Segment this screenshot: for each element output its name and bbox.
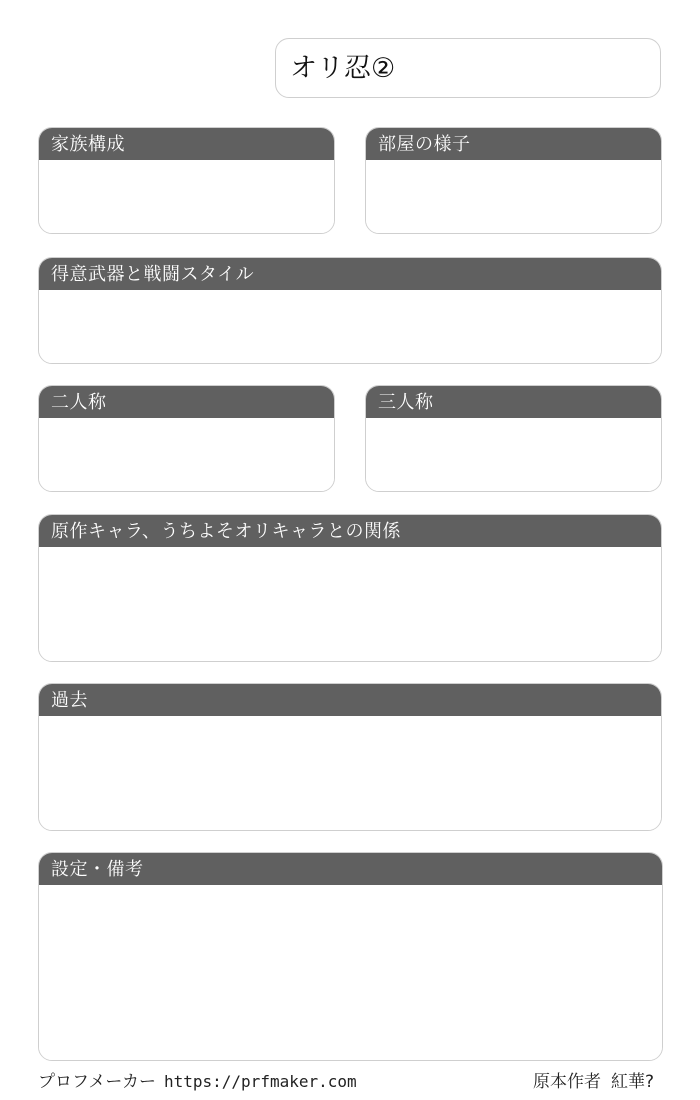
relationships-section-header bbox=[39, 515, 661, 547]
title-box[interactable] bbox=[275, 38, 661, 98]
second-person-section bbox=[38, 385, 335, 492]
notes-section-body[interactable] bbox=[39, 885, 662, 1060]
family-section-header bbox=[39, 128, 334, 160]
profile-title: オリ忍② bbox=[290, 53, 396, 84]
third-person-section bbox=[365, 385, 662, 492]
family-section-body[interactable] bbox=[39, 160, 334, 233]
weapon-style-section-label: 得意武器と戦闘スタイル bbox=[51, 264, 255, 285]
relationships-section bbox=[38, 514, 662, 662]
past-section-body[interactable] bbox=[39, 716, 661, 830]
second-person-section-label: 二人称 bbox=[51, 392, 107, 413]
second-person-section-body[interactable] bbox=[39, 418, 334, 491]
weapon-style-section-header bbox=[39, 258, 661, 290]
notes-section-header bbox=[39, 853, 662, 885]
footer-author bbox=[533, 1071, 654, 1093]
third-person-section-body[interactable] bbox=[366, 418, 661, 491]
third-person-section-header bbox=[366, 386, 661, 418]
room-section-header bbox=[366, 128, 661, 160]
footer-url-link[interactable]: https://prfmaker.com bbox=[163, 1072, 357, 1091]
family-section bbox=[38, 127, 335, 234]
past-section-header bbox=[39, 684, 661, 716]
past-section-label: 過去 bbox=[51, 690, 88, 711]
weapon-style-section bbox=[38, 257, 662, 364]
footer-author-label: 原本作者 bbox=[532, 1072, 601, 1092]
footer-brand: プロフメーカー bbox=[38, 1072, 156, 1092]
footer-credit bbox=[38, 1071, 357, 1093]
past-section bbox=[38, 683, 662, 831]
footer-author-name: 紅華? bbox=[610, 1072, 654, 1092]
room-section bbox=[365, 127, 662, 234]
third-person-section-label: 三人称 bbox=[378, 392, 434, 413]
second-person-section-header bbox=[39, 386, 334, 418]
notes-section bbox=[38, 852, 663, 1061]
family-section-label: 家族構成 bbox=[51, 134, 125, 155]
relationships-section-body[interactable] bbox=[39, 547, 661, 661]
room-section-label: 部屋の様子 bbox=[378, 134, 471, 155]
room-section-body[interactable] bbox=[366, 160, 661, 233]
notes-section-label: 設定・備考 bbox=[51, 859, 144, 880]
relationships-section-label: 原作キャラ、うちよそオリキャラとの関係 bbox=[51, 521, 402, 542]
weapon-style-section-body[interactable] bbox=[39, 290, 661, 363]
